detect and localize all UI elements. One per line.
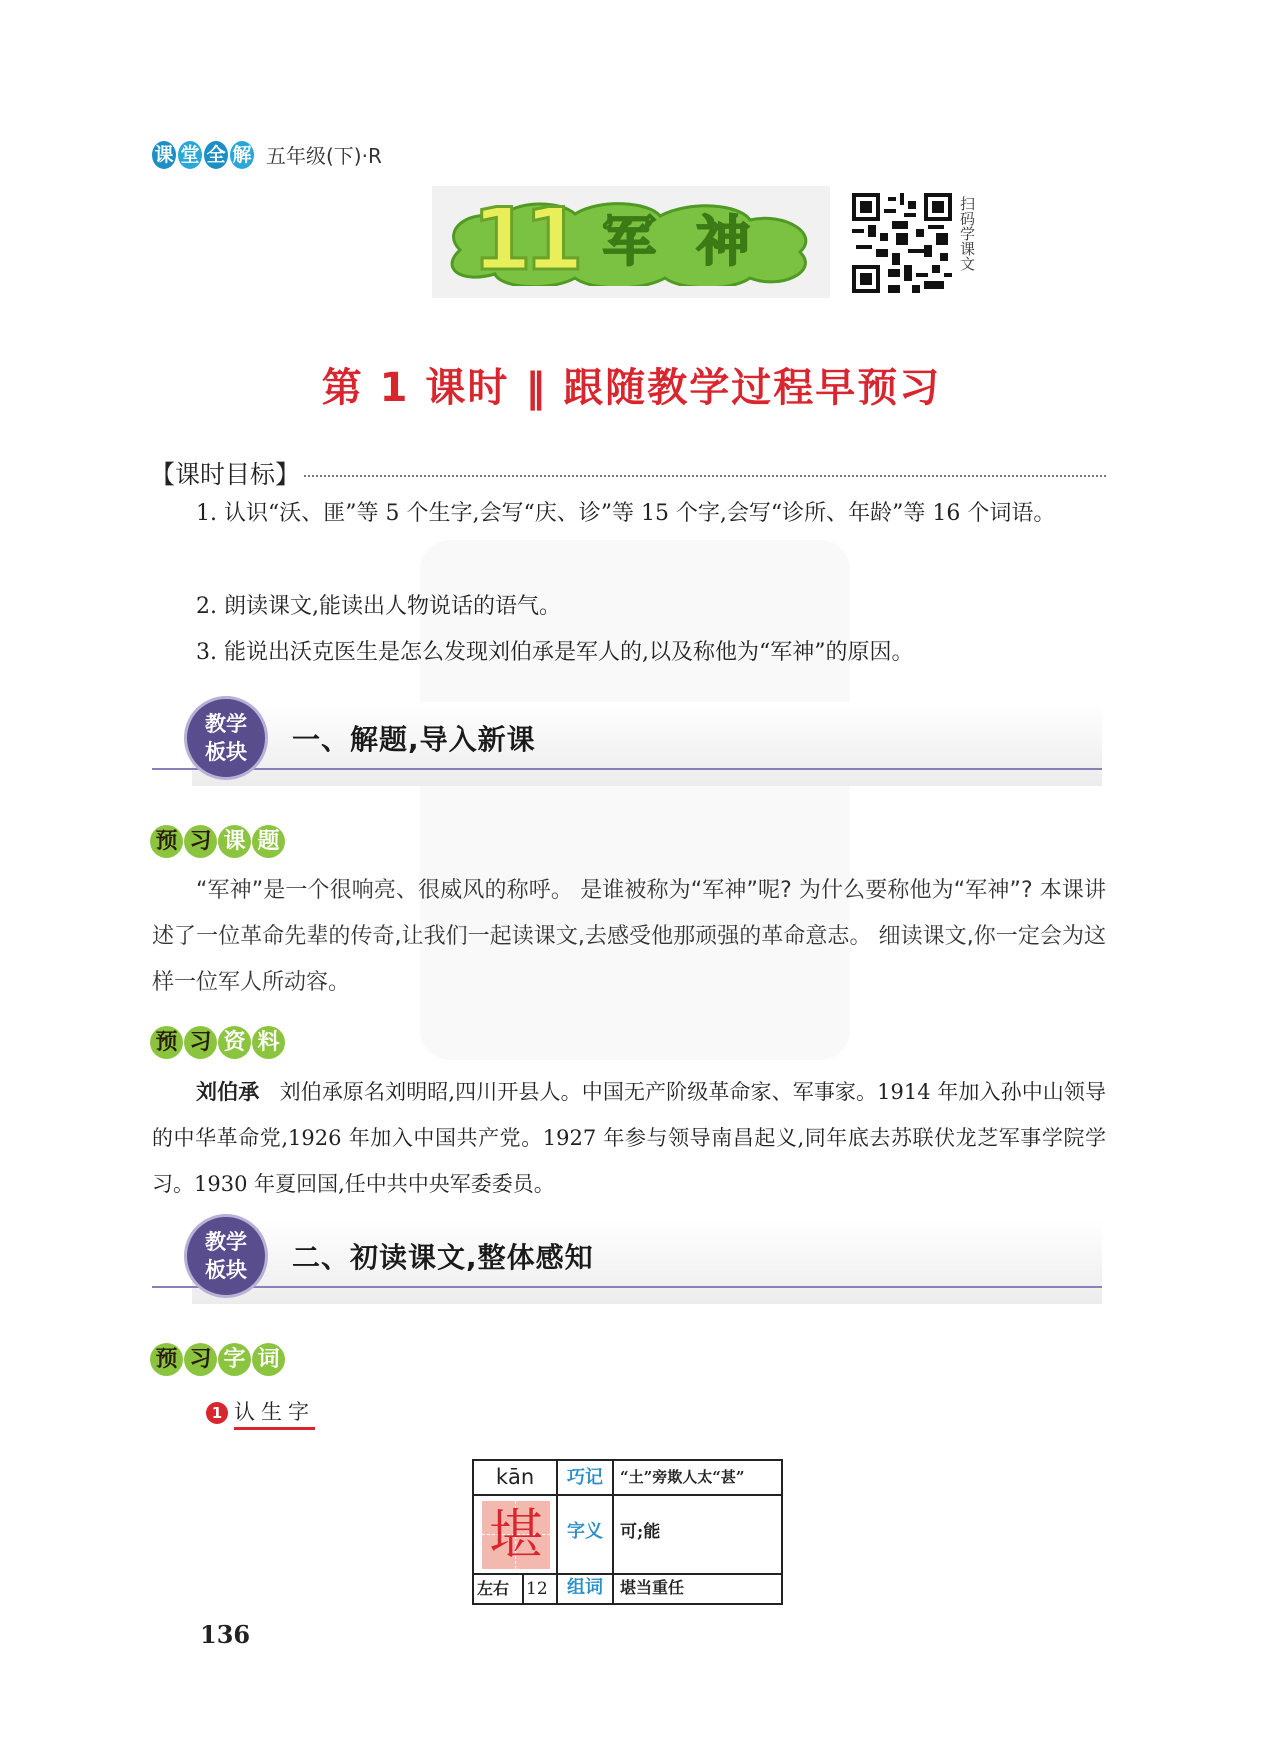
label-char: 预	[150, 825, 183, 858]
objectives-heading-text: 【课时目标】	[150, 460, 301, 489]
qr-code-icon[interactable]	[852, 193, 952, 293]
section-underline	[152, 768, 1102, 770]
bio-name: 刘伯承	[196, 1080, 260, 1104]
preview-material-label	[150, 1026, 285, 1059]
preview-material-text	[152, 1069, 1106, 1207]
label-char: 料	[252, 1026, 285, 1059]
label-char: 字	[218, 1343, 251, 1376]
period-title: 第 1 课时 ‖ 跟随教学过程早预习	[321, 365, 942, 411]
label-char: 词	[252, 1343, 285, 1376]
label-char: 课	[218, 825, 251, 858]
bio-text: 刘伯承原名刘明昭,四川开县人。中国无产阶级革命家、军事家。1914 年加入孙中山领导的中华革命党,1926 年加入中国共产党。1927 年参与领导南昌起义,同年底去苏联伏龙芝军事学院学习。1930 年夏回国,任中共中央军委委员。	[152, 1080, 1107, 1196]
structure: 左右	[477, 1579, 510, 1598]
character-card	[472, 1459, 783, 1605]
mnemonic-value: “土”旁欺人太“甚”	[620, 1468, 745, 1486]
dotted-divider	[304, 475, 1106, 477]
preview-words-label	[150, 1343, 285, 1376]
words-value: 堪当重任	[620, 1578, 685, 1597]
label-char: 预	[150, 1026, 183, 1059]
section-band	[152, 1214, 1102, 1310]
lesson-title: 军神	[602, 209, 790, 273]
grade-label: 五年级(下)·R	[266, 144, 382, 168]
meaning-label: 字义	[567, 1521, 603, 1542]
brand-logo	[152, 141, 254, 169]
recognize-chars-heading	[206, 1396, 315, 1430]
pinyin: kān	[495, 1465, 535, 1489]
meaning-value: 可;能	[620, 1522, 661, 1542]
label-char: 习	[184, 825, 217, 858]
lesson-banner	[432, 186, 830, 298]
words-label: 组词	[567, 1577, 603, 1598]
objective-item: 3. 能说出沃克医生是怎么发现刘伯承是军人的,以及称他为“军神”的原因。	[196, 640, 914, 665]
stroke-count: 12	[526, 1579, 548, 1599]
label-char: 资	[218, 1026, 251, 1059]
label-char: 题	[252, 825, 285, 858]
brand-char: 课	[152, 141, 176, 169]
recognize-chars-label: 认生字	[234, 1396, 315, 1430]
qr-caption: 扫码学课文	[958, 196, 976, 271]
objective-item: 2. 朗读课文,能读出人物说话的语气。	[196, 594, 561, 619]
objectives-heading	[150, 455, 1106, 491]
section-underline	[152, 1286, 1102, 1288]
brand-char: 全	[204, 141, 228, 169]
book-header	[152, 140, 382, 169]
brand-char: 解	[230, 141, 254, 169]
character-box	[482, 1501, 550, 1569]
lesson-number: 11	[472, 190, 576, 290]
number-badge: 1	[206, 1402, 228, 1424]
objective-item: 1. 认识“沃、匪”等 5 个生字,会写“庆、诊”等 15 个字,会写“诊所、年龄”等 16 个词语。	[196, 501, 1056, 526]
section-title: 二、初读课文,整体感知	[292, 1241, 594, 1274]
label-char: 习	[184, 1026, 217, 1059]
brand-char: 堂	[178, 141, 202, 169]
preview-topic-label	[150, 825, 285, 858]
section-badge: 教学 板块	[184, 696, 268, 780]
label-char: 预	[150, 1343, 183, 1376]
section-badge: 教学 板块	[184, 1214, 268, 1298]
section-band	[152, 696, 1102, 792]
page-number: 136	[200, 1620, 251, 1649]
label-char: 习	[184, 1343, 217, 1376]
mnemonic-label: 巧记	[567, 1467, 603, 1488]
section-title: 一、解题,导入新课	[292, 723, 536, 756]
preview-topic-text: “军神”是一个很响亮、很威风的称呼。 是谁被称为“军神”呢? 为什么要称他为“军神”? 本课讲述了一位革命先辈的传奇,让我们一起读课文,去感受他那顽强的革命意志。 细读课文,你一定会为这样一位军人所动容。	[152, 878, 1106, 995]
character: 堪	[489, 1503, 543, 1566]
